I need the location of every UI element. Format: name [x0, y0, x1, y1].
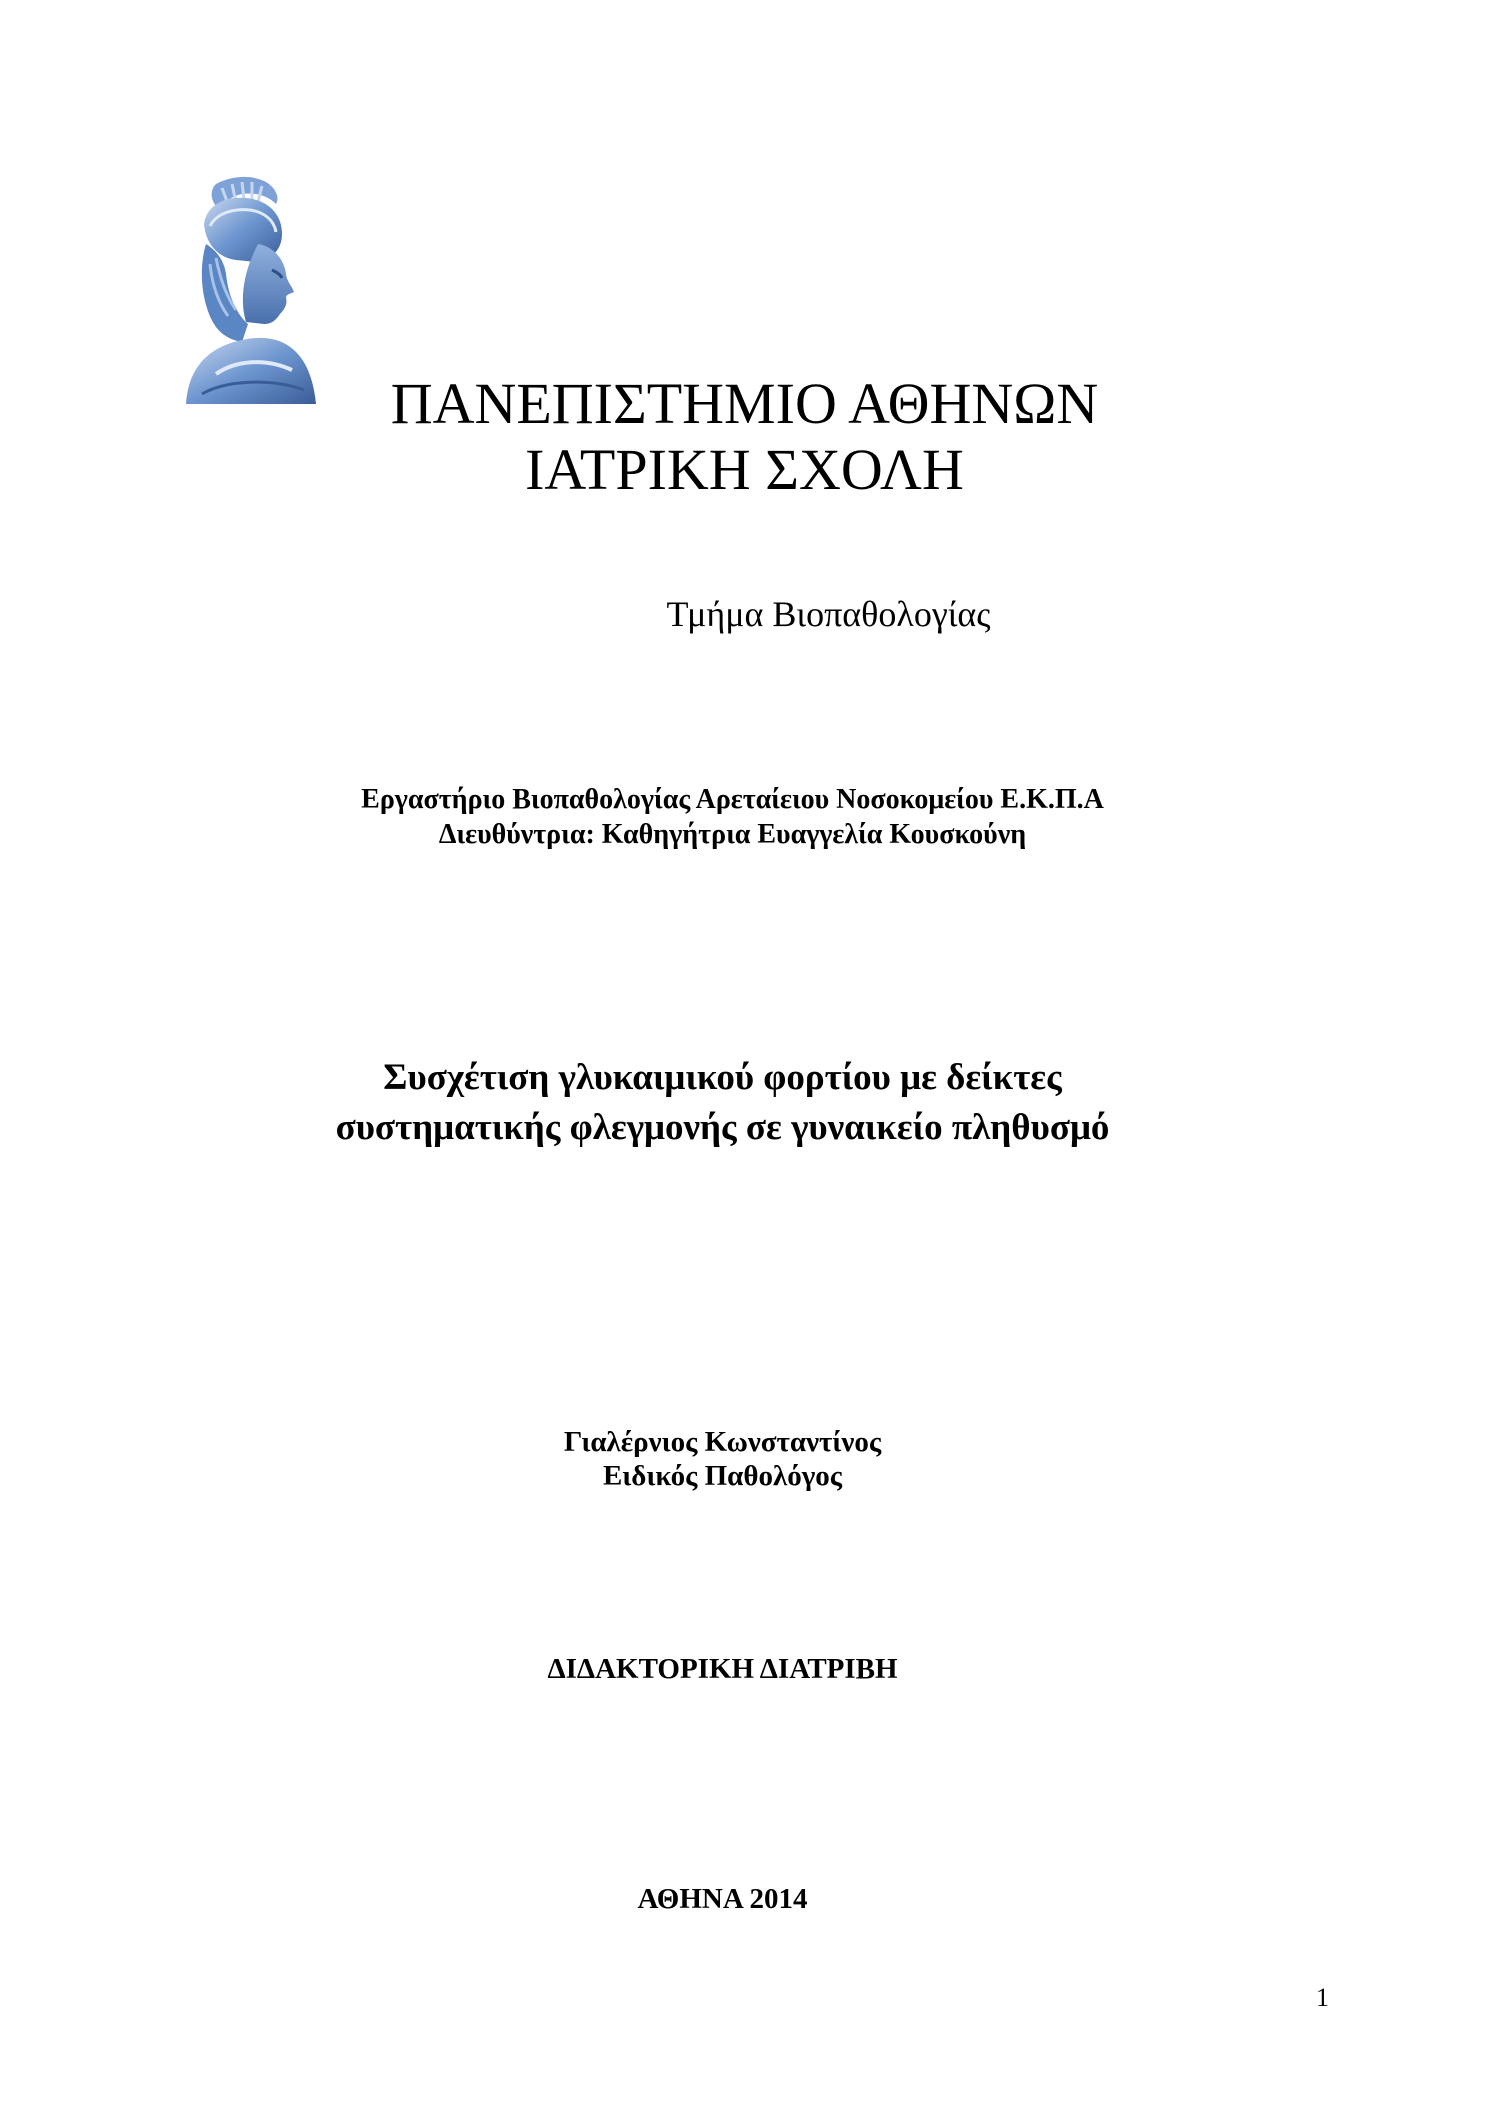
document-type: ΔΙΔΑΚΤΟΡΙΚΗ ΔΙΑΤΡΙΒΗ	[547, 1653, 898, 1685]
lab-director: Διευθύντρια: Καθηγήτρια Ευαγγελία Κουσκούνη	[438, 819, 1027, 850]
place-year: ΑΘΗΝΑ 2014	[637, 1883, 808, 1915]
author-role: Ειδικός Παθολόγος	[602, 1460, 843, 1492]
lab-name: Εργαστήριο Βιοπαθολογίας Αρεταίειου Νοσοκομείου Ε.Κ.Π.Α	[361, 784, 1104, 815]
department-name: Τμήμα Βιοπαθολογίας	[666, 594, 991, 634]
author-name: Γιαλέρνιος Κωνσταντίνος	[563, 1426, 882, 1458]
thesis-title-line-1: Συσχέτιση γλυκαιμικού φορτίου με δείκτες	[383, 1057, 1062, 1098]
page-number: 1	[1316, 1983, 1329, 2012]
school-name: ΙΑΤΡΙΚΗ ΣΧΟΛΗ	[525, 437, 964, 502]
thesis-title-line-2: συστηματικής φλεγμονής σε γυναικείο πληθυσμό	[335, 1107, 1110, 1148]
athena-head-logo	[176, 174, 326, 404]
university-name: ΠΑΝΕΠΙΣΤΗΜΙΟ ΑΘΗΝΩΝ	[390, 371, 1099, 436]
